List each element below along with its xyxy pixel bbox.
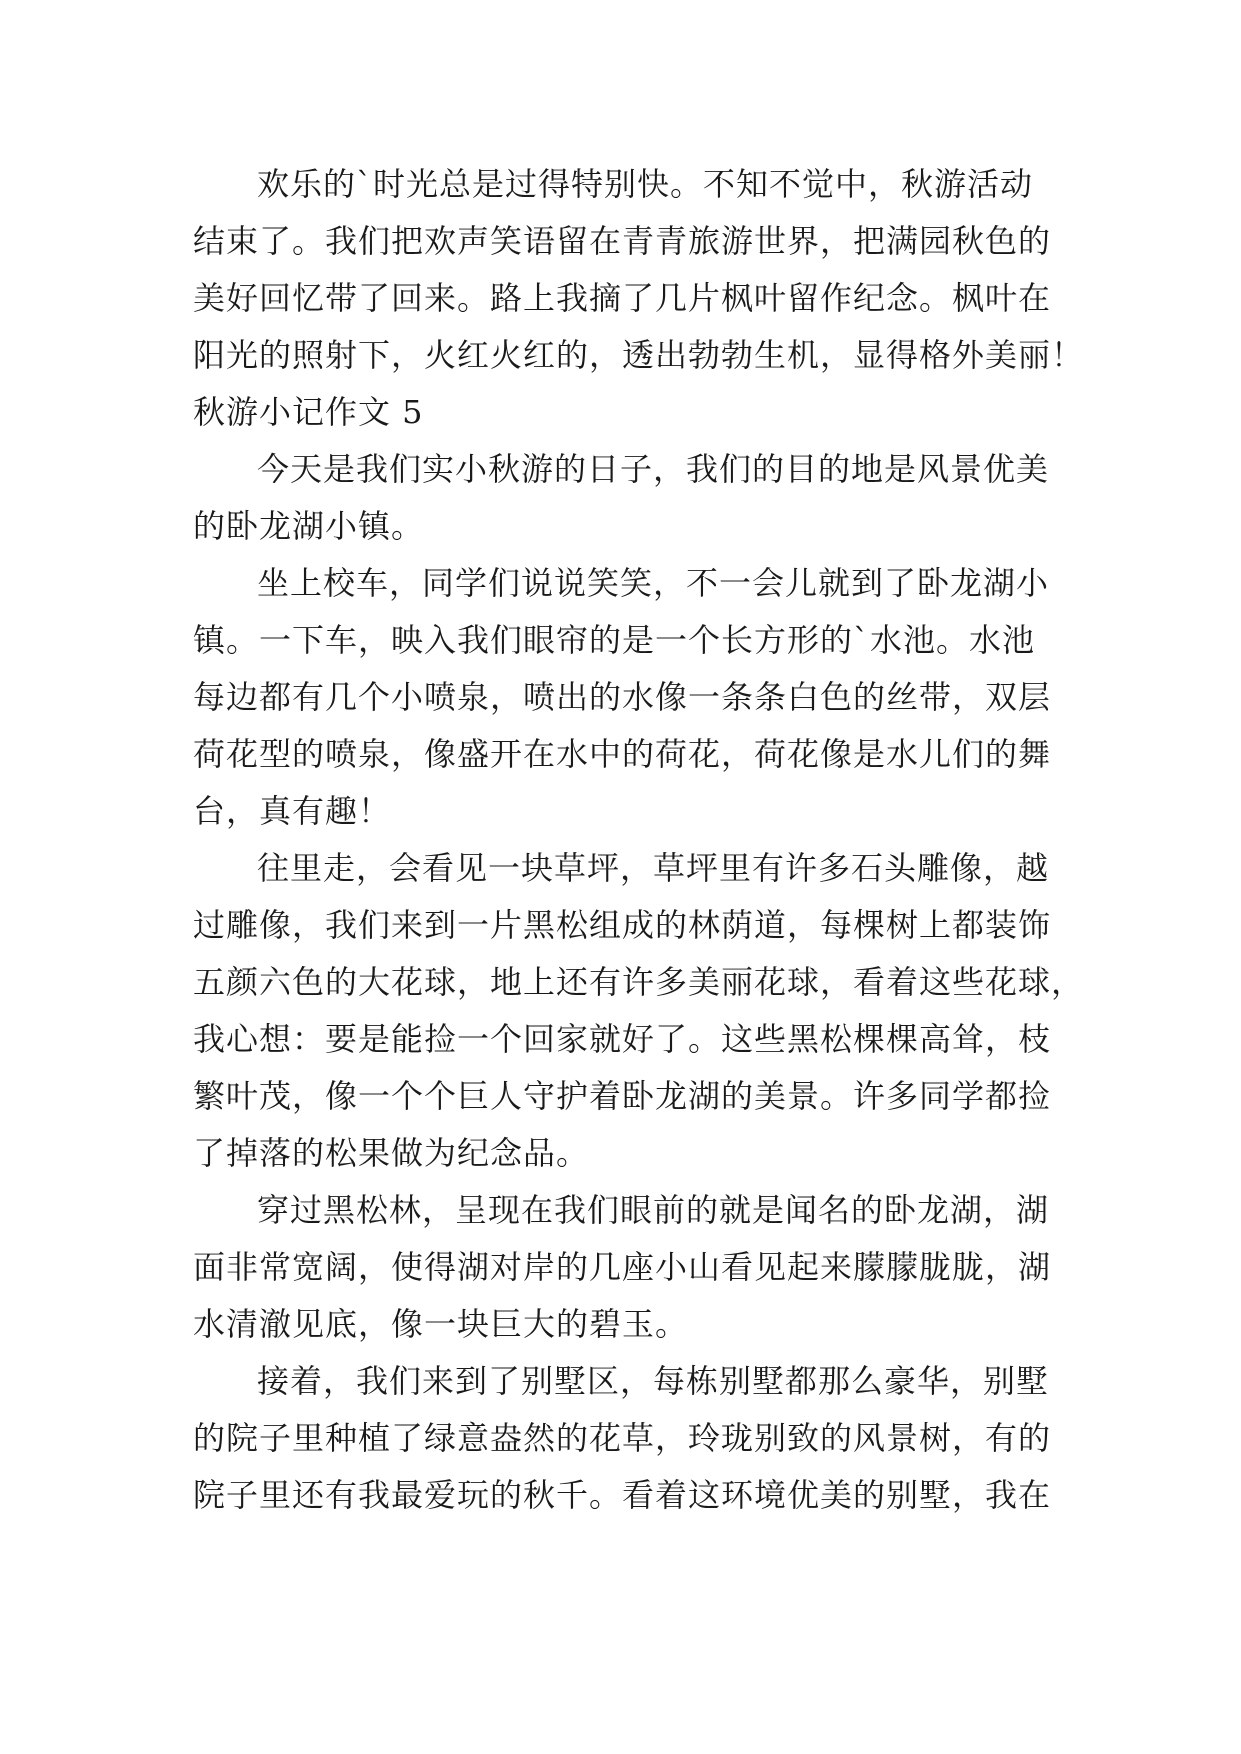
text-line: 阳光的照射下，火红火红的，透出勃勃生机，显得格外美丽！: [193, 336, 1085, 374]
text-line: 的卧龙湖小镇。: [193, 507, 425, 545]
text-line: 接着，我们来到了别墅区，每栋别墅都那么豪华，别墅: [257, 1362, 1050, 1400]
text-line: 面非常宽阔，使得湖对岸的几座小山看见起来朦朦胧胧，湖: [193, 1248, 1052, 1286]
text-line: 坐上校车，同学们说说笑笑，不一会儿就到了卧龙湖小: [257, 564, 1050, 602]
text-line: 我心想：要是能捡一个回家就好了。这些黑松棵棵高耸，枝: [193, 1020, 1052, 1058]
text-line: 荷花型的喷泉，像盛开在水中的荷花，荷花像是水儿们的舞: [193, 735, 1052, 773]
text-line: 了掉落的松果做为纪念品。: [193, 1134, 590, 1172]
text-line: 每边都有几个小喷泉，喷出的水像一条条白色的丝带，双层: [193, 678, 1052, 716]
text-line: 院子里还有我最爱玩的秋千。看着这环境优美的别墅，我在: [193, 1476, 1052, 1514]
section-heading: 秋游小记作文 5: [193, 393, 424, 431]
text-line: 过雕像，我们来到一片黑松组成的林荫道，每棵树上都装饰: [193, 906, 1052, 944]
text-line: 欢乐的`时光总是过得特别快。不知不觉中，秋游活动: [257, 165, 1034, 203]
text-line: 水清澈见底，像一块巨大的碧玉。: [193, 1305, 689, 1343]
text-line: 美好回忆带了回来。路上我摘了几片枫叶留作纪念。枫叶在: [193, 279, 1052, 317]
text-line: 今天是我们实小秋游的日子，我们的目的地是风景优美: [257, 450, 1050, 488]
text-line: 往里走，会看见一块草坪，草坪里有许多石头雕像，越: [257, 849, 1050, 887]
text-line: 结束了。我们把欢声笑语留在青青旅游世界，把满园秋色的: [193, 222, 1052, 260]
text-line: 镇。一下车，映入我们眼帘的是一个长方形的`水池。水池: [193, 621, 1036, 659]
text-line: 的院子里种植了绿意盎然的花草，玲珑别致的风景树，有的: [193, 1419, 1052, 1457]
text-line: 繁叶茂，像一个个巨人守护着卧龙湖的美景。许多同学都捡: [193, 1077, 1052, 1115]
text-line: 台，真有趣！: [193, 792, 392, 830]
text-line: 穿过黑松林，呈现在我们眼前的就是闻名的卧龙湖，湖: [257, 1191, 1050, 1229]
document-body: [193, 156, 1085, 1524]
text-line: 五颜六色的大花球，地上还有许多美丽花球，看着这些花球，: [193, 963, 1085, 1001]
